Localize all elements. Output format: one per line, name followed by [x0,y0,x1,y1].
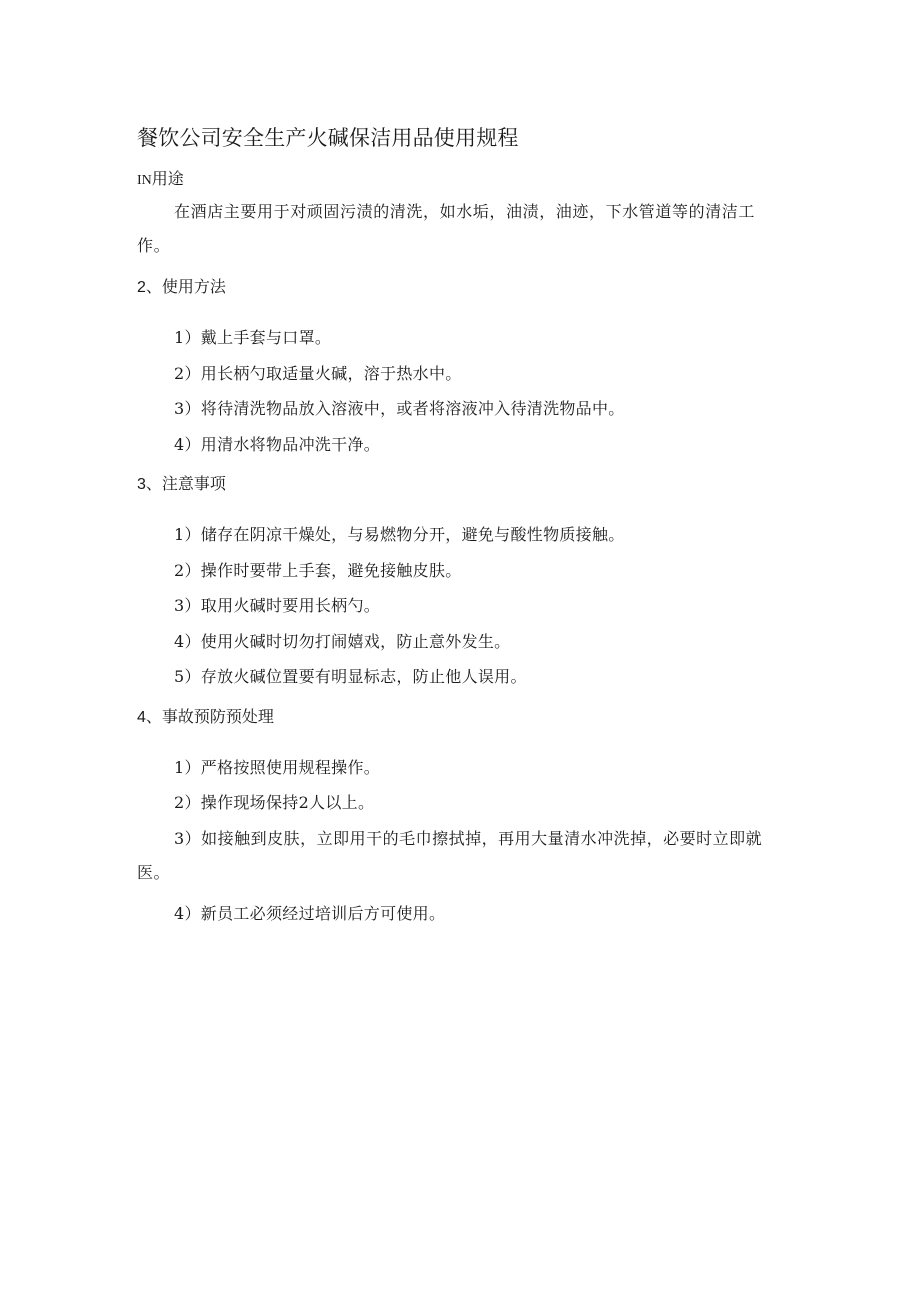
list-item: 2）操作时要带上手套，避免接触皮肤。 [174,561,462,580]
section-marker: 2、 [137,279,162,296]
list-item: 2）操作现场保持2人以上。 [174,793,375,812]
section-heading-text: 事故预防预处理 [161,707,274,726]
section-heading-text: 注意事项 [161,474,226,493]
section-heading-text: 用途 [151,169,184,188]
list-item: 5）存放火碱位置要有明显标志，防止他人误用。 [174,667,527,686]
list-item: 1）储存在阴凉干燥处，与易燃物分开，避免与酸性物质接触。 [174,525,625,544]
section-heading-accident-prevention [137,706,274,729]
section-heading-method [137,276,226,299]
section-marker: 4、 [137,709,162,726]
list-item: 3）如接触到皮肤，立即用干的毛巾擦拭掉，再用大量清水冲洗掉，必要时立即就医。 [137,829,763,882]
section-heading-precautions [137,473,226,496]
list-item: 4）使用火碱时切勿打闹嬉戏，防止意外发生。 [174,632,511,651]
list-item: 3）将待清洗物品放入溶液中，或者将溶液冲入待清洗物品中。 [174,399,625,418]
document-title: 餐饮公司安全生产火碱保洁用品使用规程 [137,126,519,150]
usage-paragraph: 在酒店主要用于对顽固污渍的清洗，如水垢，油渍，油迹，下水管道等的清洁工作。 [137,202,756,255]
list-item: 1）戴上手套与口罩。 [174,328,332,347]
list-item: 2）用长柄勺取适量火碱，溶于热水中。 [174,364,462,383]
section-marker: IN [137,173,152,188]
list-item: 4）新员工必须经过培训后方可使用。 [174,904,446,923]
list-item: 3）取用火碱时要用长柄勺。 [174,596,381,615]
list-item: 1）严格按照使用规程操作。 [174,758,381,777]
section-heading-text: 使用方法 [161,277,226,296]
section-marker: 3、 [137,476,162,493]
section-heading-usage [137,168,184,192]
list-item: 4）用清水将物品冲洗干净。 [174,435,381,454]
